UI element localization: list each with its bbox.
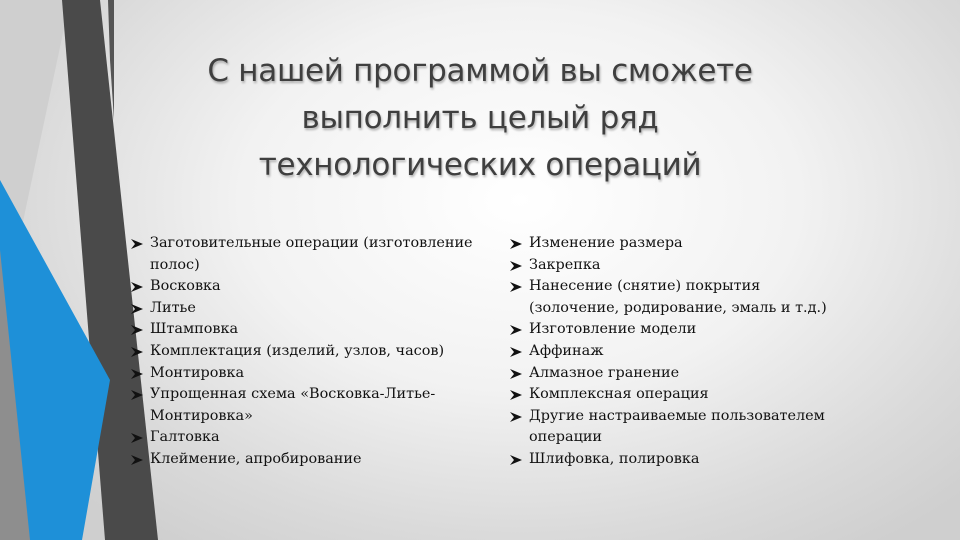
list-item: Заготовительные операции (изготовление полос) — [131, 233, 499, 276]
list-item: Галтовка — [131, 427, 499, 449]
list-item: Изготовление модели — [510, 319, 840, 341]
list-item: Комплектация (изделий, узлов, часов) — [131, 341, 499, 363]
arrowhead-bullet-icon — [131, 282, 143, 292]
list-item: Восковка — [131, 276, 499, 298]
right-operations-list — [510, 233, 840, 471]
arrowhead-bullet-icon — [131, 239, 143, 249]
list-item: Комплексная операция — [510, 384, 840, 406]
list-item: Штамповка — [131, 319, 499, 341]
list-item: Другие настраиваемые пользователем операции — [510, 406, 840, 449]
arrowhead-bullet-icon — [510, 347, 522, 357]
left-operations-list — [131, 233, 499, 471]
list-item: Шлифовка, полировка — [510, 449, 840, 471]
arrowhead-bullet-icon — [510, 261, 522, 271]
arrowhead-bullet-icon — [131, 433, 143, 443]
list-item: Литье — [131, 298, 499, 320]
arrowhead-bullet-icon — [131, 369, 143, 379]
arrowhead-bullet-icon — [131, 390, 143, 400]
arrowhead-bullet-icon — [510, 369, 522, 379]
list-item: Изменение размера — [510, 233, 840, 255]
arrowhead-bullet-icon — [131, 455, 143, 465]
list-item: Аффинаж — [510, 341, 840, 363]
arrowhead-bullet-icon — [131, 304, 143, 314]
list-item: Упрощенная схема «Восковка-Литье-Монтировка» — [131, 384, 499, 427]
arrowhead-bullet-icon — [510, 282, 522, 292]
arrowhead-bullet-icon — [510, 390, 522, 400]
arrowhead-bullet-icon — [131, 325, 143, 335]
title-line-3: технологических операций — [258, 147, 702, 183]
title-line-1: С нашей программой вы сможете — [207, 53, 753, 89]
title-line-2: выполнить целый ряд — [301, 100, 659, 136]
arrowhead-bullet-icon — [510, 412, 522, 422]
slide-title — [150, 48, 810, 189]
arrowhead-bullet-icon — [510, 455, 522, 465]
list-item: Закрепка — [510, 255, 840, 277]
list-item: Клеймение, апробирование — [131, 449, 499, 471]
list-item: Алмазное гранение — [510, 363, 840, 385]
arrowhead-bullet-icon — [510, 239, 522, 249]
arrowhead-bullet-icon — [131, 347, 143, 357]
list-item: Монтировка — [131, 363, 499, 385]
list-item: Нанесение (снятие) покрытия (золочение, родирование, эмаль и т.д.) — [510, 276, 840, 319]
arrowhead-bullet-icon — [510, 325, 522, 335]
